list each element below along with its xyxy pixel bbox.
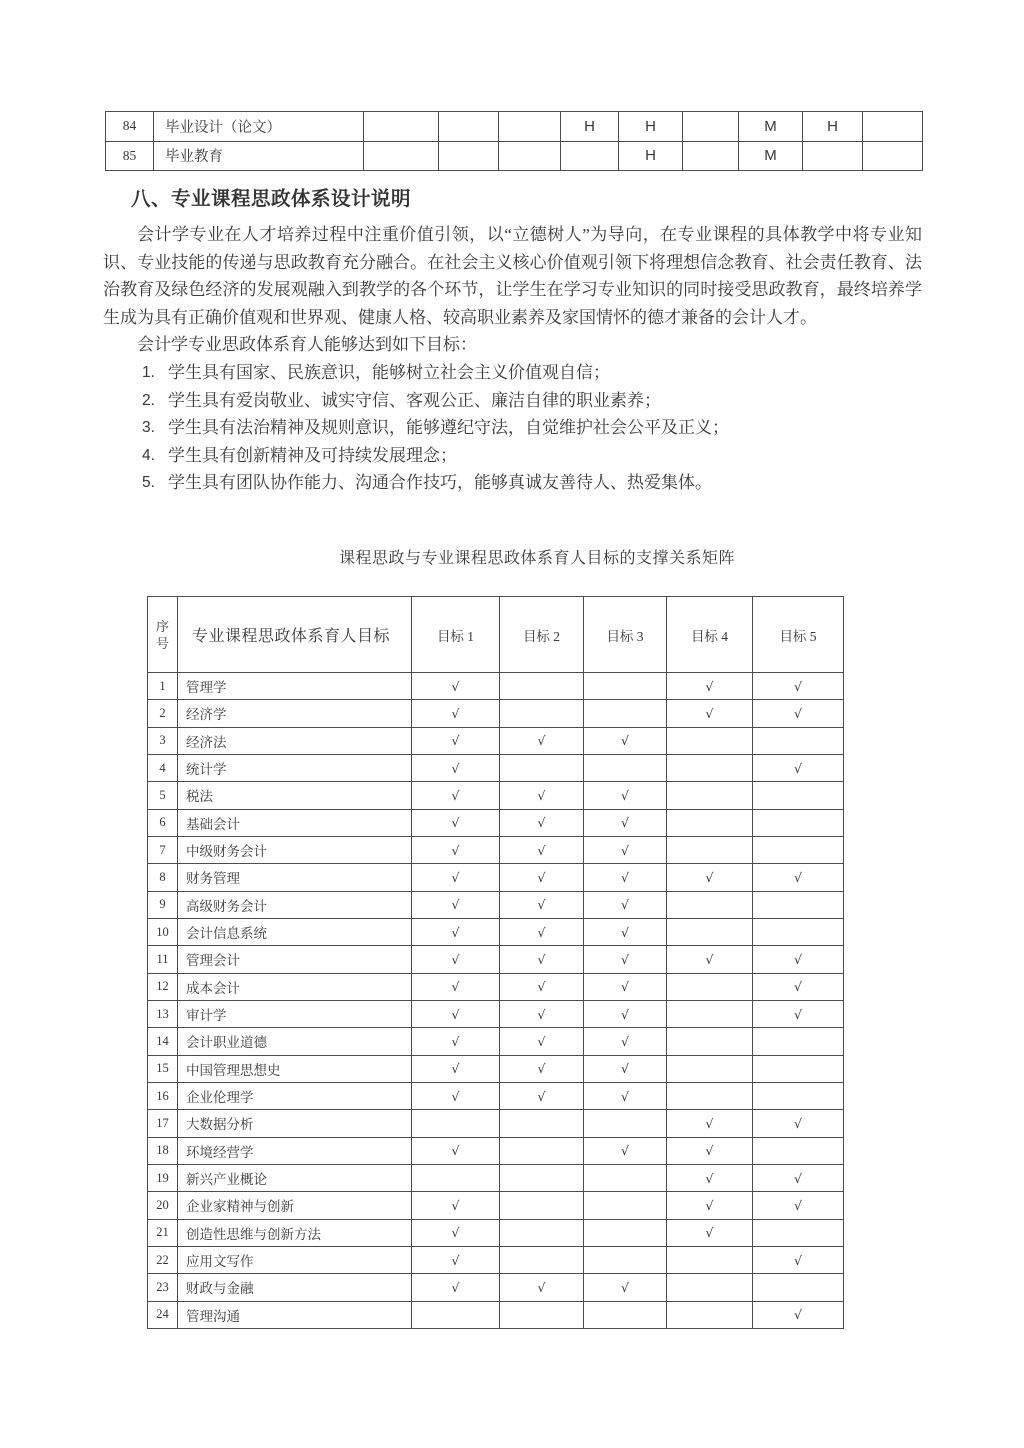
row-number: 5	[148, 782, 178, 809]
check-cell-goal-1: √	[412, 864, 500, 891]
matrix-row	[148, 809, 844, 836]
check-cell-goal-1: √	[412, 973, 500, 1000]
check-cell-goal-5	[753, 891, 844, 918]
row-number: 2	[148, 700, 178, 727]
matrix-row	[148, 946, 844, 973]
check-cell-goal-2	[500, 700, 584, 727]
matrix-row	[148, 973, 844, 1000]
row-number: 9	[148, 891, 178, 918]
check-cell-goal-2	[500, 1137, 584, 1164]
header-goal-5: 目标 5	[753, 597, 844, 673]
support-cell	[439, 141, 499, 171]
check-cell-goal-5	[753, 782, 844, 809]
section-body	[103, 221, 922, 497]
matrix-row	[148, 782, 844, 809]
check-cell-goal-5: √	[753, 946, 844, 973]
matrix-row	[148, 864, 844, 891]
row-number: 13	[148, 1000, 178, 1027]
check-cell-goal-4: √	[667, 946, 753, 973]
check-cell-goal-1: √	[412, 727, 500, 754]
support-cell	[803, 141, 863, 171]
row-number: 11	[148, 946, 178, 973]
check-cell-goal-1: √	[412, 1137, 500, 1164]
check-cell-goal-2	[500, 1192, 584, 1219]
check-cell-goal-2: √	[500, 1055, 584, 1082]
course-name: 应用文写作	[178, 1246, 412, 1273]
course-number: 85	[106, 141, 154, 171]
check-cell-goal-4	[667, 1246, 753, 1273]
header-goal-1: 目标 1	[412, 597, 500, 673]
check-cell-goal-1: √	[412, 946, 500, 973]
row-number: 7	[148, 836, 178, 863]
course-name: 中级财务会计	[178, 836, 412, 863]
row-number: 14	[148, 1028, 178, 1055]
check-cell-goal-4	[667, 782, 753, 809]
check-cell-goal-4: √	[667, 1192, 753, 1219]
check-cell-goal-4: √	[667, 1110, 753, 1137]
row-number: 12	[148, 973, 178, 1000]
support-cell: H	[803, 112, 863, 142]
matrix-row	[148, 754, 844, 781]
check-cell-goal-4	[667, 1274, 753, 1301]
check-cell-goal-5: √	[753, 754, 844, 781]
check-cell-goal-2: √	[500, 727, 584, 754]
check-cell-goal-1: √	[412, 1082, 500, 1109]
check-cell-goal-3: √	[584, 809, 667, 836]
course-name: 企业家精神与创新	[178, 1192, 412, 1219]
check-cell-goal-5: √	[753, 1192, 844, 1219]
course-name: 环境经营学	[178, 1137, 412, 1164]
row-number: 8	[148, 864, 178, 891]
check-cell-goal-3	[584, 1164, 667, 1191]
check-cell-goal-1: √	[412, 1274, 500, 1301]
check-cell-goal-4: √	[667, 864, 753, 891]
course-name: 经济法	[178, 727, 412, 754]
support-cell: H	[619, 112, 683, 142]
check-cell-goal-2: √	[500, 1274, 584, 1301]
list-item-text: 学生具有法治精神及规则意识，能够遵纪守法，自觉维护社会公平及正义；	[168, 418, 729, 438]
list-item-text: 学生具有团队协作能力、沟通合作技巧，能够真诚友善待人、热爱集体。	[168, 473, 712, 493]
check-cell-goal-5: √	[753, 700, 844, 727]
check-cell-goal-4: √	[667, 673, 753, 700]
check-cell-goal-4	[667, 918, 753, 945]
check-cell-goal-2	[500, 1219, 584, 1246]
list-item	[103, 469, 922, 497]
check-cell-goal-1: √	[412, 1000, 500, 1027]
check-cell-goal-4	[667, 836, 753, 863]
check-cell-goal-4	[667, 727, 753, 754]
course-name: 税法	[178, 782, 412, 809]
check-cell-goal-1: √	[412, 1246, 500, 1273]
check-cell-goal-4	[667, 809, 753, 836]
course-name: 基础会计	[178, 809, 412, 836]
matrix-row	[148, 1137, 844, 1164]
check-cell-goal-4: √	[667, 1137, 753, 1164]
check-cell-goal-5	[753, 1137, 844, 1164]
check-cell-goal-2: √	[500, 782, 584, 809]
check-cell-goal-2	[500, 673, 584, 700]
list-item-number: 4.	[142, 446, 155, 464]
support-cell	[561, 141, 619, 171]
check-cell-goal-2	[500, 754, 584, 781]
course-number: 84	[106, 112, 154, 142]
list-item	[103, 387, 922, 415]
check-cell-goal-5: √	[753, 1110, 844, 1137]
matrix-row	[148, 1192, 844, 1219]
course-name: 毕业教育	[154, 141, 364, 171]
course-name: 新兴产业概论	[178, 1164, 412, 1191]
matrix-header-row	[148, 597, 844, 673]
check-cell-goal-3: √	[584, 1055, 667, 1082]
intro-paragraph: 会计学专业在人才培养过程中注重价值引领，以“立德树人”为导向，在专业课程的具体教学中将专业知识、专业技能的传递与思政教育充分融合。在社会主义核心价值观引领下将理想信念教育、社会责任教育、法治教育及绿色经济的发展观融入到教学的各个环节，让学生在学习专业知识的同时接受思政教育，最终培养学生成为具有正确价值观和世界观、健康人格、较高职业素养及家国情怀的德才兼备的会计人才。	[103, 225, 922, 327]
check-cell-goal-2	[500, 1301, 584, 1328]
check-cell-goal-3	[584, 1246, 667, 1273]
check-cell-goal-1: √	[412, 1219, 500, 1246]
check-cell-goal-4: √	[667, 700, 753, 727]
check-cell-goal-3: √	[584, 973, 667, 1000]
course-name: 创造性思维与创新方法	[178, 1219, 412, 1246]
check-cell-goal-5	[753, 1219, 844, 1246]
row-number: 3	[148, 727, 178, 754]
matrix-row	[148, 727, 844, 754]
check-cell-goal-1	[412, 1110, 500, 1137]
check-cell-goal-3: √	[584, 1274, 667, 1301]
course-name: 会计职业道德	[178, 1028, 412, 1055]
header-goal-3: 目标 3	[584, 597, 667, 673]
check-cell-goal-3	[584, 1301, 667, 1328]
check-cell-goal-1	[412, 1164, 500, 1191]
support-cell	[683, 141, 739, 171]
check-cell-goal-5: √	[753, 673, 844, 700]
row-number: 24	[148, 1301, 178, 1328]
list-item-text: 学生具有爱岗敬业、诚实守信、客观公正、廉洁自律的职业素养；	[168, 390, 661, 410]
check-cell-goal-5	[753, 1082, 844, 1109]
table-row	[106, 141, 923, 171]
check-cell-goal-3: √	[584, 836, 667, 863]
row-number: 6	[148, 809, 178, 836]
check-cell-goal-2: √	[500, 1028, 584, 1055]
list-item	[103, 359, 922, 387]
support-cell	[683, 112, 739, 142]
check-cell-goal-2: √	[500, 918, 584, 945]
check-cell-goal-4	[667, 891, 753, 918]
check-cell-goal-1: √	[412, 782, 500, 809]
header-goal-2: 目标 2	[500, 597, 584, 673]
support-cell	[499, 141, 561, 171]
check-cell-goal-5	[753, 727, 844, 754]
check-cell-goal-3	[584, 754, 667, 781]
check-cell-goal-1: √	[412, 673, 500, 700]
support-matrix-table	[147, 596, 844, 1329]
table-row	[106, 112, 923, 142]
check-cell-goal-2: √	[500, 809, 584, 836]
matrix-row	[148, 891, 844, 918]
matrix-row	[148, 700, 844, 727]
course-name: 财政与金融	[178, 1274, 412, 1301]
check-cell-goal-4	[667, 1000, 753, 1027]
check-cell-goal-3: √	[584, 946, 667, 973]
matrix-row	[148, 673, 844, 700]
check-cell-goal-2: √	[500, 891, 584, 918]
check-cell-goal-5: √	[753, 1301, 844, 1328]
check-cell-goal-4	[667, 1082, 753, 1109]
check-cell-goal-1: √	[412, 918, 500, 945]
list-item-number: 2.	[142, 391, 155, 409]
course-name: 管理会计	[178, 946, 412, 973]
check-cell-goal-3: √	[584, 727, 667, 754]
check-cell-goal-3: √	[584, 918, 667, 945]
check-cell-goal-4	[667, 973, 753, 1000]
support-cell: H	[619, 141, 683, 171]
check-cell-goal-4: √	[667, 1219, 753, 1246]
course-name: 审计学	[178, 1000, 412, 1027]
course-name: 大数据分析	[178, 1110, 412, 1137]
check-cell-goal-1: √	[412, 1055, 500, 1082]
support-cell: M	[739, 112, 803, 142]
row-number: 16	[148, 1082, 178, 1109]
row-number: 22	[148, 1246, 178, 1273]
course-matrix-table-fragment	[105, 111, 923, 171]
course-name: 企业伦理学	[178, 1082, 412, 1109]
check-cell-goal-3: √	[584, 782, 667, 809]
check-cell-goal-5	[753, 809, 844, 836]
check-cell-goal-3: √	[584, 864, 667, 891]
row-number: 10	[148, 918, 178, 945]
row-number: 1	[148, 673, 178, 700]
header-seq: 序 号	[148, 597, 178, 673]
check-cell-goal-2	[500, 1164, 584, 1191]
support-cell: H	[561, 112, 619, 142]
check-cell-goal-3: √	[584, 1137, 667, 1164]
row-number: 19	[148, 1164, 178, 1191]
course-name: 经济学	[178, 700, 412, 727]
matrix-row	[148, 918, 844, 945]
check-cell-goal-2: √	[500, 864, 584, 891]
list-item	[103, 442, 922, 470]
course-name: 财务管理	[178, 864, 412, 891]
check-cell-goal-5: √	[753, 1246, 844, 1273]
course-name: 中国管理思想史	[178, 1055, 412, 1082]
matrix-row	[148, 1028, 844, 1055]
check-cell-goal-2: √	[500, 836, 584, 863]
course-name: 高级财务会计	[178, 891, 412, 918]
matrix-row	[148, 1246, 844, 1273]
row-number: 20	[148, 1192, 178, 1219]
check-cell-goal-3	[584, 673, 667, 700]
check-cell-goal-2: √	[500, 973, 584, 1000]
support-cell	[863, 141, 923, 171]
check-cell-goal-1: √	[412, 754, 500, 781]
check-cell-goal-5	[753, 1055, 844, 1082]
list-item-number: 5.	[142, 474, 155, 492]
support-cell	[499, 112, 561, 142]
check-cell-goal-5	[753, 1274, 844, 1301]
check-cell-goal-2: √	[500, 946, 584, 973]
check-cell-goal-1: √	[412, 1192, 500, 1219]
check-cell-goal-2: √	[500, 1000, 584, 1027]
goals-lead-in: 会计学专业思政体系育人能够达到如下目标：	[137, 335, 477, 355]
row-number: 4	[148, 754, 178, 781]
check-cell-goal-1	[412, 1301, 500, 1328]
check-cell-goal-3: √	[584, 1028, 667, 1055]
row-number: 18	[148, 1137, 178, 1164]
check-cell-goal-5: √	[753, 1000, 844, 1027]
row-number: 17	[148, 1110, 178, 1137]
support-cell: M	[739, 141, 803, 171]
check-cell-goal-5	[753, 1028, 844, 1055]
support-cell	[364, 141, 439, 171]
course-name: 成本会计	[178, 973, 412, 1000]
matrix-row	[148, 1301, 844, 1328]
check-cell-goal-5: √	[753, 973, 844, 1000]
header-goal-4: 目标 4	[667, 597, 753, 673]
check-cell-goal-3: √	[584, 891, 667, 918]
check-cell-goal-3	[584, 700, 667, 727]
check-cell-goal-4	[667, 1055, 753, 1082]
matrix-row	[148, 1055, 844, 1082]
matrix-caption: 课程思政与专业课程思政体系育人目标的支撑关系矩阵	[338, 550, 735, 567]
check-cell-goal-1: √	[412, 836, 500, 863]
course-name: 统计学	[178, 754, 412, 781]
matrix-row	[148, 1000, 844, 1027]
check-cell-goal-5: √	[753, 1164, 844, 1191]
list-item	[103, 414, 922, 442]
list-item-text: 学生具有国家、民族意识，能够树立社会主义价值观自信；	[168, 362, 610, 382]
check-cell-goal-1: √	[412, 809, 500, 836]
check-cell-goal-1: √	[412, 891, 500, 918]
list-item-number: 3.	[142, 419, 155, 437]
check-cell-goal-2	[500, 1246, 584, 1273]
matrix-row	[148, 836, 844, 863]
support-cell	[863, 112, 923, 142]
check-cell-goal-4	[667, 754, 753, 781]
check-cell-goal-5	[753, 836, 844, 863]
check-cell-goal-4	[667, 1028, 753, 1055]
check-cell-goal-1: √	[412, 1028, 500, 1055]
check-cell-goal-2: √	[500, 1082, 584, 1109]
row-number: 21	[148, 1219, 178, 1246]
check-cell-goal-3: √	[584, 1000, 667, 1027]
course-name: 毕业设计（论文）	[154, 112, 364, 142]
list-item-number: 1.	[142, 363, 155, 381]
row-number: 15	[148, 1055, 178, 1082]
check-cell-goal-3	[584, 1219, 667, 1246]
header-course: 专业课程思政体系育人目标	[178, 597, 412, 673]
support-cell	[439, 112, 499, 142]
course-name: 管理学	[178, 673, 412, 700]
list-item-text: 学生具有创新精神及可持续发展理念；	[168, 445, 457, 465]
check-cell-goal-1: √	[412, 700, 500, 727]
matrix-row	[148, 1082, 844, 1109]
check-cell-goal-2	[500, 1110, 584, 1137]
check-cell-goal-5	[753, 918, 844, 945]
matrix-row	[148, 1219, 844, 1246]
course-name: 管理沟通	[178, 1301, 412, 1328]
matrix-row	[148, 1164, 844, 1191]
support-cell	[364, 112, 439, 142]
check-cell-goal-5: √	[753, 864, 844, 891]
check-cell-goal-3	[584, 1192, 667, 1219]
course-name: 会计信息系统	[178, 918, 412, 945]
check-cell-goal-3: √	[584, 1082, 667, 1109]
section-heading: 八、专业课程思政体系设计说明	[131, 188, 412, 210]
row-number: 23	[148, 1274, 178, 1301]
matrix-row	[148, 1274, 844, 1301]
check-cell-goal-4	[667, 1301, 753, 1328]
matrix-row	[148, 1110, 844, 1137]
check-cell-goal-3	[584, 1110, 667, 1137]
check-cell-goal-4: √	[667, 1164, 753, 1191]
goals-list	[103, 359, 922, 497]
